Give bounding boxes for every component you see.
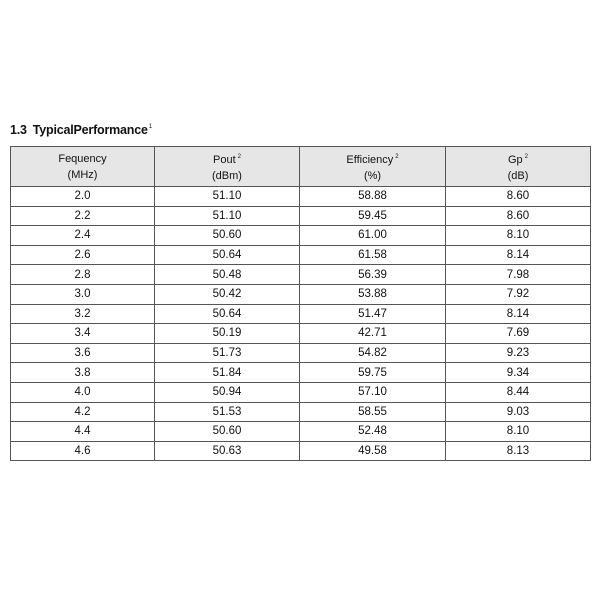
table-row xyxy=(11,304,591,324)
pout-cell: 50.42 xyxy=(155,284,300,304)
header-pout-footnote: 2 xyxy=(237,154,241,160)
table-row xyxy=(11,324,591,344)
gp-cell: 8.10 xyxy=(446,422,591,442)
table-row xyxy=(11,402,591,422)
table-row xyxy=(11,187,591,207)
header-gp xyxy=(446,147,591,187)
frequency-cell: 4.2 xyxy=(11,402,155,422)
frequency-cell: 2.0 xyxy=(11,187,155,207)
table-row xyxy=(11,206,591,226)
efficiency-cell: 57.10 xyxy=(300,382,446,402)
table-row xyxy=(11,382,591,402)
efficiency-cell: 59.75 xyxy=(300,363,446,383)
frequency-cell: 3.6 xyxy=(11,343,155,363)
pout-cell: 50.60 xyxy=(155,226,300,246)
gp-cell: 9.23 xyxy=(446,343,591,363)
gp-cell: 8.44 xyxy=(446,382,591,402)
table-row xyxy=(11,422,591,442)
pout-cell: 50.19 xyxy=(155,324,300,344)
table-row xyxy=(11,226,591,246)
table-row xyxy=(11,441,591,461)
efficiency-cell: 56.39 xyxy=(300,265,446,285)
header-efficiency-unit: (%) xyxy=(363,170,382,182)
gp-cell: 9.03 xyxy=(446,402,591,422)
pout-cell: 51.53 xyxy=(155,402,300,422)
frequency-cell: 4.0 xyxy=(11,382,155,402)
frequency-cell: 2.8 xyxy=(11,265,155,285)
frequency-cell: 4.4 xyxy=(11,422,155,442)
table-header xyxy=(11,147,591,187)
header-pout xyxy=(155,147,300,187)
pout-cell: 50.64 xyxy=(155,304,300,324)
table-row xyxy=(11,363,591,383)
efficiency-cell: 51.47 xyxy=(300,304,446,324)
pout-cell: 51.10 xyxy=(155,206,300,226)
efficiency-cell: 49.58 xyxy=(300,441,446,461)
table-body xyxy=(11,187,591,461)
section-number: 1.3 xyxy=(10,123,27,137)
frequency-cell: 2.2 xyxy=(11,206,155,226)
gp-cell: 9.34 xyxy=(446,363,591,383)
gp-cell: 8.60 xyxy=(446,206,591,226)
gp-cell: 7.98 xyxy=(446,265,591,285)
header-frequency-unit: (MHz) xyxy=(67,168,98,181)
efficiency-cell: 52.48 xyxy=(300,422,446,442)
section-title: TypicalPerformance xyxy=(32,123,148,137)
efficiency-cell: 59.45 xyxy=(300,206,446,226)
table-row xyxy=(11,265,591,285)
table-row xyxy=(11,343,591,363)
pout-cell: 50.94 xyxy=(155,382,300,402)
efficiency-cell: 61.58 xyxy=(300,245,446,265)
header-gp-footnote: 2 xyxy=(524,154,529,160)
gp-cell: 8.14 xyxy=(446,304,591,324)
pout-cell: 50.60 xyxy=(155,422,300,442)
efficiency-cell: 58.88 xyxy=(300,187,446,207)
efficiency-cell: 54.82 xyxy=(300,343,446,363)
efficiency-cell: 42.71 xyxy=(300,324,446,344)
efficiency-cell: 61.00 xyxy=(300,226,446,246)
header-frequency xyxy=(11,147,155,187)
frequency-cell: 3.8 xyxy=(11,363,155,383)
pout-cell: 50.48 xyxy=(155,265,300,285)
gp-cell: 7.92 xyxy=(446,284,591,304)
frequency-cell: 3.4 xyxy=(11,324,155,344)
efficiency-cell: 58.55 xyxy=(300,402,446,422)
gp-cell: 7.69 xyxy=(446,324,591,344)
section-footnote-mark: 1 xyxy=(148,124,152,130)
header-efficiency-footnote: 2 xyxy=(395,154,399,160)
efficiency-cell: 53.88 xyxy=(300,284,446,304)
header-efficiency-label: Efficiency xyxy=(346,154,394,166)
header-row xyxy=(11,147,591,187)
table-row xyxy=(11,284,591,304)
header-pout-unit: (dBm) xyxy=(212,170,242,182)
section-heading xyxy=(10,123,152,137)
header-frequency-label: Fequency xyxy=(58,152,107,165)
pout-cell: 50.64 xyxy=(155,245,300,265)
frequency-cell: 3.2 xyxy=(11,304,155,324)
gp-cell: 8.13 xyxy=(446,441,591,461)
frequency-cell: 4.6 xyxy=(11,441,155,461)
frequency-cell: 2.6 xyxy=(11,245,155,265)
pout-cell: 50.63 xyxy=(155,441,300,461)
typical-performance-table xyxy=(10,146,591,461)
frequency-cell: 3.0 xyxy=(11,284,155,304)
header-pout-label: Pout xyxy=(213,154,236,166)
pout-cell: 51.73 xyxy=(155,343,300,363)
pout-cell: 51.84 xyxy=(155,363,300,383)
gp-cell: 8.10 xyxy=(446,226,591,246)
table-row xyxy=(11,245,591,265)
header-gp-unit: (dB) xyxy=(507,170,529,182)
header-efficiency xyxy=(300,147,446,187)
pout-cell: 51.10 xyxy=(155,187,300,207)
header-gp-label: Gp xyxy=(507,154,523,166)
frequency-cell: 2.4 xyxy=(11,226,155,246)
gp-cell: 8.60 xyxy=(446,187,591,207)
gp-cell: 8.14 xyxy=(446,245,591,265)
